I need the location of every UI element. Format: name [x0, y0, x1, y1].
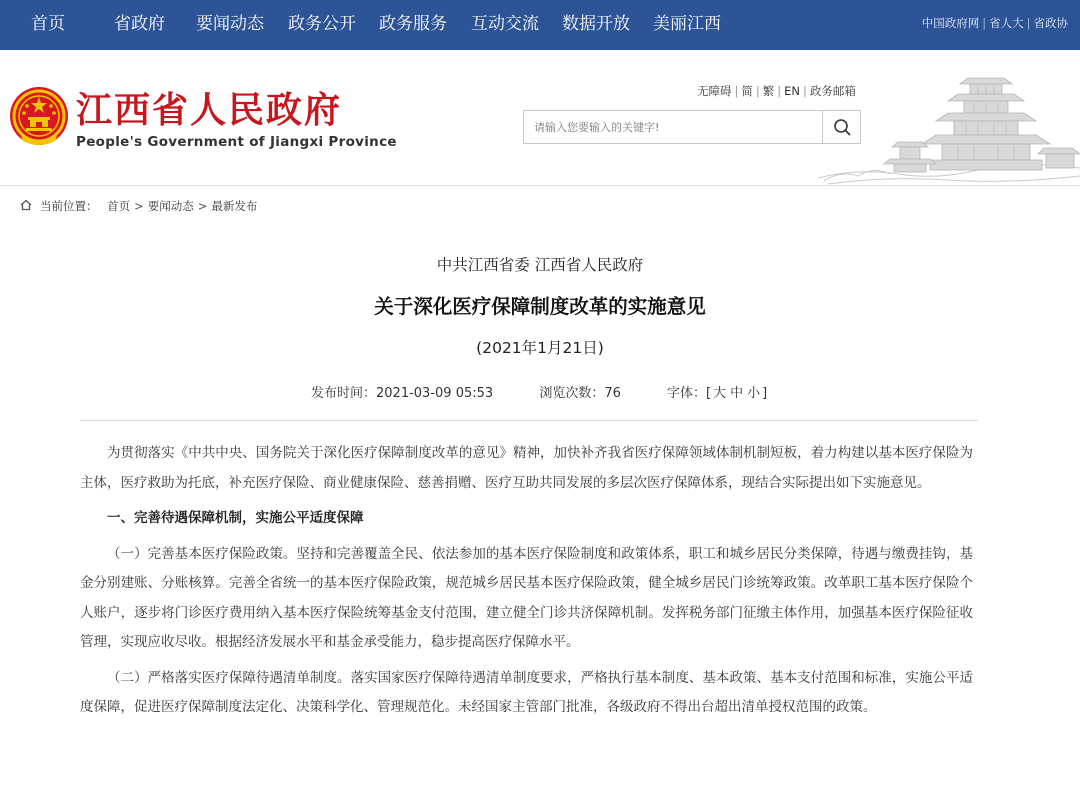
nav-home[interactable]: 首页 — [31, 14, 65, 34]
breadcrumb-label: 当前位置： — [40, 199, 98, 213]
nav-gov-services[interactable]: 政务服务 — [379, 14, 447, 34]
link-simplified[interactable]: 简 — [741, 84, 753, 98]
font-size-medium[interactable]: 中 — [730, 386, 744, 401]
breadcrumb-latest[interactable]: 最新发布 — [211, 199, 258, 213]
link-china-gov[interactable]: 中国政府网 — [921, 16, 980, 30]
font-size-small[interactable]: 小 — [747, 386, 761, 401]
nav-open-data[interactable]: 数据开放 — [562, 14, 630, 34]
separator: | — [734, 84, 739, 98]
separator: | — [1026, 16, 1031, 30]
article-title: 关于深化医疗保障制度改革的实施意见 — [374, 295, 706, 318]
link-traditional[interactable]: 繁 — [762, 84, 775, 98]
separator: | — [755, 84, 760, 98]
nav-news[interactable]: 要闻动态 — [196, 14, 264, 34]
article-meta — [311, 382, 767, 401]
publish-time: 2021-03-09 05:53 — [376, 386, 494, 401]
font-size-label: 字体： — [667, 386, 707, 401]
views-label: 浏览次数： — [539, 386, 605, 401]
separator: | — [777, 84, 782, 98]
section-heading: 一、完善待遇保障机制，实施公平适度保障 — [107, 510, 364, 526]
search-input[interactable] — [524, 111, 822, 143]
font-bracket-open: [ — [706, 386, 712, 401]
breadcrumb — [20, 198, 257, 214]
paragraph-intro: 为贯彻落实《中共中央、国务院关于深化医疗保障制度改革的意见》精神，加快补齐我省医疗保障领域体制机制短板，着力构建以基本医疗保险为主体，医疗救助为托底，补充医疗保险、商业健康保险、慈善捐赠、医疗互助共同发展的多层次医疗保障体系，现结合实际提出如下实施意见。 — [80, 445, 973, 491]
national-emblem-icon — [9, 86, 69, 148]
link-gov-mail[interactable]: 政务邮箱 — [809, 84, 856, 98]
site-title-en: People's Government of Jiangxi Province — [76, 134, 397, 150]
paragraph-item-1: （一）完善基本医疗保险政策。坚持和完善覆盖全民、依法参加的基本医疗保险制度和政策体系，职工和城乡居民分类保障，待遇与缴费挂钩，基金分别建账、分账核算。完善全省统一的基本医疗保险政策，规范城乡居民基本医疗保险政策，健全城乡居民门诊统筹政策。改革职工基本医疗保险个人账户，逐步将门诊医疗费用纳入基本医疗保险统筹基金支付范围，建立健全门诊共济保障机制。发挥税务部门征缴主体作用，加强基本医疗保险征收管理，实现应收尽收。根据经济发展水平和基金承受能力，稳步提高医疗保障水平。 — [80, 545, 973, 650]
breadcrumb-separator: > — [197, 199, 208, 213]
article-date: (2021年1月21日) — [476, 339, 604, 357]
breadcrumb-home[interactable]: 首页 — [107, 199, 131, 213]
search-box — [523, 110, 861, 144]
separator: | — [982, 16, 987, 30]
nav-province-gov[interactable]: 省政府 — [114, 14, 165, 34]
home-icon — [20, 199, 32, 211]
link-npc[interactable]: 省人大 — [989, 16, 1024, 30]
article-body — [80, 439, 973, 729]
link-english[interactable]: EN — [784, 84, 800, 98]
separator: | — [803, 84, 807, 98]
site-header — [0, 50, 1080, 186]
publish-label: 发布时间： — [311, 386, 377, 401]
breadcrumb-news[interactable]: 要闻动态 — [147, 199, 194, 213]
nav-interaction[interactable]: 互动交流 — [471, 14, 539, 34]
breadcrumb-separator: > — [134, 199, 144, 213]
nav-beautiful-jiangxi[interactable]: 美丽江西 — [653, 14, 721, 34]
meta-divider — [80, 420, 978, 421]
tengwang-pavilion-illustration — [818, 50, 1080, 186]
link-cppcc[interactable]: 省政协 — [1033, 16, 1068, 30]
link-accessibility[interactable]: 无障碍 — [697, 84, 732, 98]
font-bracket-close: ] — [762, 386, 768, 401]
top-external-links — [922, 0, 1068, 50]
top-nav-bar — [0, 0, 1080, 50]
font-size-large[interactable]: 大 — [713, 386, 727, 401]
paragraph-item-2: （二）严格落实医疗保障待遇清单制度。落实国家医疗保障待遇清单制度要求，严格执行基本制度、基本政策、基本支付范围和标准，实施公平适度保障，促进医疗保障制度法定化、决策科学化、管理规范化。未经国家主管部门批准，各级政府不得出台超出清单授权范围的政策。 — [80, 669, 973, 715]
header-divider — [0, 185, 1080, 186]
article-issuer: 中共江西省委 江西省人民政府 — [436, 256, 644, 274]
nav-gov-affairs-open[interactable]: 政务公开 — [288, 14, 356, 34]
views-count: 76 — [604, 386, 621, 401]
site-title-cn: 江西省人民政府 — [76, 89, 343, 131]
